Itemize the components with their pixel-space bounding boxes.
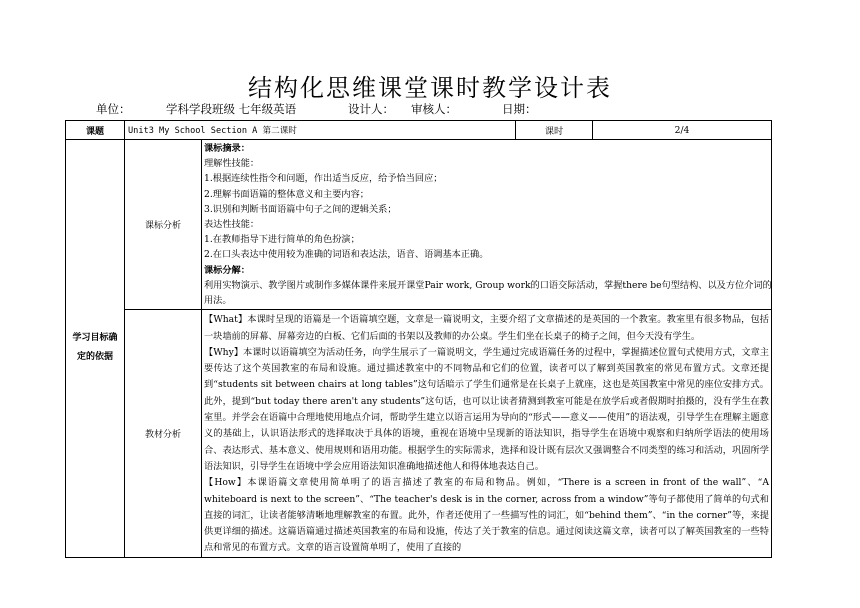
material-content [202,310,772,557]
material-label: 教材分析 [125,310,202,557]
curriculum-line: 利用实物演示、教学图片或制作多媒体课件来展开课堂Pair work, Group work的口语交际活动，掌握there be句型结构、以及方位介词的 [204,279,772,291]
curriculum-line: 3.识别和判断书面语篇中句子之间的逻辑关系； [204,203,397,215]
material-row [66,310,772,557]
curriculum-line: 课标摘录： [204,143,250,154]
material-how-paragraph: 【How】本课语篇文章使用简单明了的语言描述了教室的布局和物品。例如，“There is a screen in front of the wall”、“A whiteboard is next to the screen”、“The teacher's desk is in the corner, across from a window”等句子都使用了简单的句式和直接的词汇，让读者能够清晰地理解教室的布置。此外，作者还使用了一些描写性的词汇，如“behind them”、“in the corner”等，来提供更详细的描述。这篇语篇通过描述英国教室的布局和设施，传达了关于教室的信息。通过阅读这篇文章，读者可以了解英国教室的一些特点和常见的布置方式。文章的语言设置简单明了，使用了直接的 [204,477,769,554]
topic-value: Unit3 My School Section A 第二课时 [125,121,516,140]
curriculum-row [66,140,772,310]
lesson-design-table [65,120,772,558]
curriculum-label: 课标分析 [125,140,202,310]
curriculum-line: 理解性技能： [204,158,260,170]
curriculum-line: 2.理解书面语篇的整体意义和主要内容； [204,188,369,200]
basis-label [66,140,125,558]
curriculum-line: 用法。 [204,295,232,307]
date-label: 日期： [502,102,537,116]
designer-label: 设计人： [348,102,394,116]
topic-label: 课题 [66,121,125,140]
material-what-paragraph: 【What】本课时呈现的语篇是一个语篇填空题，文章是一篇说明文，主要介绍了文章描述的是英国的一个教室。教室里有很多物品，包括一块墙前的屏幕、屏幕旁边的白板、它们后面的书架以及教师的办公桌。学生们坐在长桌子的椅子之间，但今天没有学生。 [204,314,769,342]
curriculum-content [202,140,772,310]
curriculum-lines [204,141,772,308]
basis-label-line1: 学习目标确 [72,333,118,344]
curriculum-line: 课标分解： [204,264,250,276]
basis-label-line2: 定的依据 [76,352,113,363]
period-label: 课时 [516,121,593,140]
curriculum-line: 2.在口头表达中使用较为准确的词语和表达法，语音、语调基本正确。 [204,249,489,261]
topic-row [66,121,772,140]
material-why-paragraph: 【Why】本课时以语篇填空为活动任务，向学生展示了一篇说明文，学生通过完成语篇任务的过程中，掌握描述位置句式使用方式，文章主要传达了这个英国教室的布局和设施。通过描述教室中的不同物品和它们的位置，读者可以了解到英国教室的常见布置方式。文章还提到“students sit between chairs at long tables”这句话暗示了学生们通常是在长桌子上就座，这也是英国教室中常见的座位安排方式。此外，提到“but today there aren't any students”这句话，也可以让读者猜测到教室可能是在放学后或者假期时拍摄的，没有学生在教室里。并学会在语篇中合理地使用地点介词，帮助学生建立以语言运用为导向的“形式——意义——使用”的语法观，引导学生在理解主题意义的基础上，认识语法形式的选择取决于具体的语境，重视在语境中呈现新的语法知识，指导学生在语境中观察和归纳所学语法的使用场合、表达形式、基本意义、使用规则和语用功能。根据学生的实际需求，选择和设计既有层次又强调整合不同类型的练习和活动，巩固所学语法知识，引导学生在语境中学会应用语法知识准确地描述他人和得体地表达自己。 [204,346,769,472]
page-title: 结构化思维课堂课时教学设计表 [248,74,612,102]
curriculum-line: 1.根据连续性指令和问题，作出适当反应，给予恰当回应； [204,173,443,185]
unit-value: 学科学段班级 七年级英语 [166,102,297,116]
reviewer-label: 审核人： [411,102,457,116]
unit-label: 单位： [96,102,131,116]
curriculum-line: 1.在教师指导下进行简单的角色扮演； [204,234,360,246]
curriculum-line: 表达性技能： [204,219,260,231]
period-value: 2/4 [593,121,772,140]
